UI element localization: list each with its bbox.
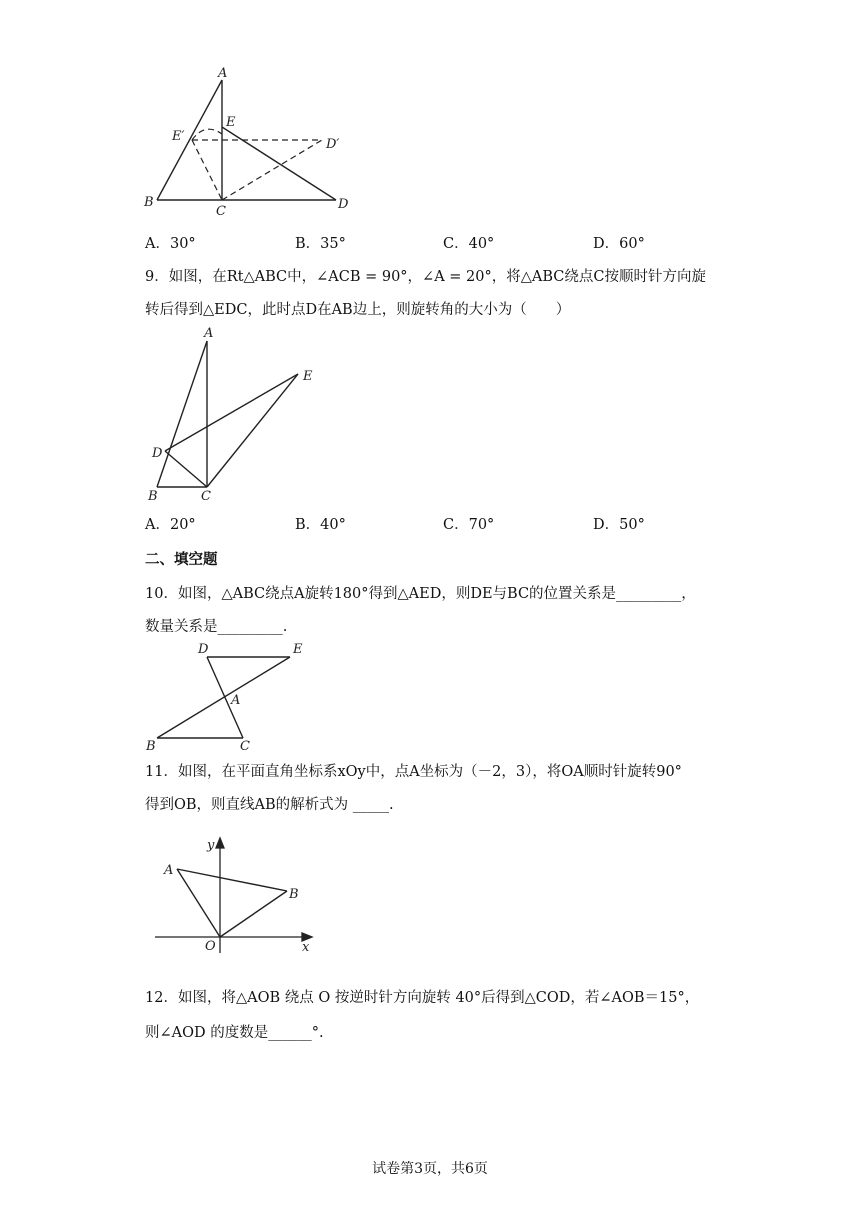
- q9-label-b: B: [148, 489, 158, 504]
- q12-text-line2: 则∠AOD 的度数是______°.: [145, 1025, 324, 1041]
- q11-label-o: O: [205, 939, 216, 954]
- q8-option-c: C．40°: [443, 236, 495, 252]
- q11-figure: [150, 830, 320, 955]
- q10-text-line2: 数量关系是_________.: [145, 619, 288, 635]
- q9-option-a: A．20°: [145, 517, 196, 533]
- q10-label-e: E: [293, 642, 303, 657]
- q9-label-d: D: [152, 446, 163, 461]
- q8-label-d-prime: D′: [326, 137, 340, 152]
- q10-label-c: C: [240, 739, 250, 754]
- q8-figure: [135, 62, 365, 222]
- q9-option-c: C．70°: [443, 517, 495, 533]
- page-footer: 试卷第3页，共6页: [372, 1161, 488, 1177]
- q10-label-b: B: [146, 739, 156, 754]
- q8-label-e: E: [226, 115, 236, 130]
- q9-text-line1: 9．如图，在Rt△ABC中，∠ACB = 90°，∠A = 20°，将△ABC绕点C按顺时针方向旋: [145, 269, 706, 285]
- q8-label-e-prime: E′: [172, 129, 185, 144]
- q11-text-line2: 得到OB，则直线AB的解析式为 _____.: [145, 797, 394, 813]
- q8-option-b: B．35°: [295, 236, 346, 252]
- q9-label-a: A: [204, 326, 214, 341]
- q11-label-a: A: [164, 863, 174, 878]
- q10-label-d: D: [198, 642, 209, 657]
- q8-label-c: C: [216, 204, 226, 219]
- q8-label-a: A: [218, 66, 228, 81]
- q11-label-y: y: [207, 838, 215, 853]
- q10-label-a: A: [231, 693, 241, 708]
- q9-label-e: E: [303, 369, 313, 384]
- q9-option-d: D．50°: [593, 517, 645, 533]
- q8-option-d: D．60°: [593, 236, 645, 252]
- q10-figure: [140, 638, 320, 753]
- q10-text-line1: 10．如图，△ABC绕点A旋转180°得到△AED，则DE与BC的位置关系是_________，: [145, 586, 696, 602]
- q12-text-line1: 12．如图，将△AOB 绕点 O 按逆时针方向旋转 40°后得到△COD，若∠AOB＝15°，: [145, 990, 700, 1006]
- q11-label-x: x: [302, 940, 310, 955]
- q8-label-d: D: [338, 197, 349, 212]
- q9-label-c: C: [201, 489, 211, 504]
- q9-figure: [140, 325, 340, 505]
- q11-label-b: B: [289, 887, 299, 902]
- q8-label-b: B: [144, 195, 154, 210]
- q9-option-b: B．40°: [295, 517, 346, 533]
- q8-option-a: A．30°: [145, 236, 196, 252]
- q11-text-line1: 11．如图，在平面直角坐标系xOy中，点A坐标为（－2，3），将OA顺时针旋转90°: [145, 764, 682, 780]
- q9-text-line2: 转后得到△EDC，此时点D在AB边上，则旋转角的大小为（ ）: [145, 302, 571, 318]
- section-heading-fill-in: 二、填空题: [145, 551, 218, 568]
